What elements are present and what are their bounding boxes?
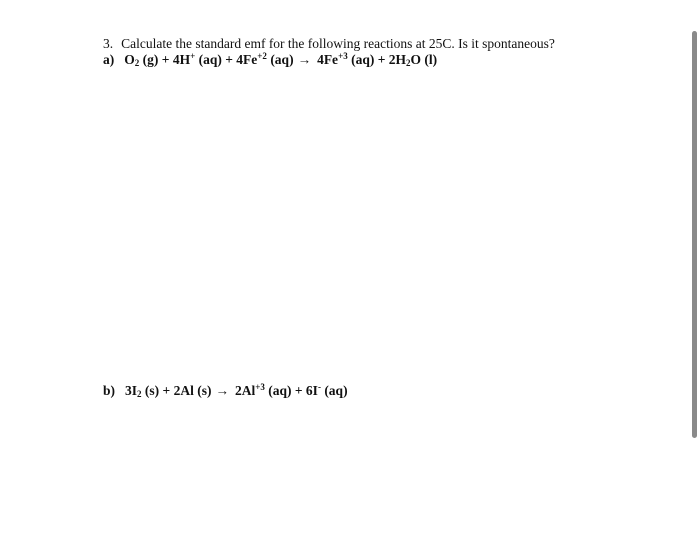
scrollbar-thumb[interactable] <box>692 31 697 438</box>
question-number: 3. <box>103 36 114 51</box>
fe2-charge: +2 <box>257 51 267 61</box>
h-ion-charge: + <box>190 51 196 61</box>
o2-symbol: O <box>124 52 135 67</box>
part-a-reaction <box>103 52 437 68</box>
water-state: O (l) <box>410 52 438 67</box>
part-b-label: b) <box>103 383 116 398</box>
h-ion-state-and-fe2: (aq) + 4Fe <box>198 52 258 67</box>
iodide-charge: - <box>317 382 321 392</box>
fe3-product: 4Fe <box>317 52 339 67</box>
fe3-charge: +3 <box>338 51 348 61</box>
al3-charge: +3 <box>255 382 265 392</box>
question-3 <box>103 36 555 52</box>
reaction-arrow-icon: → <box>215 383 229 398</box>
iodide-state: (aq) <box>324 383 348 398</box>
al3-product: 2Al <box>234 383 256 398</box>
i2-state-and-al: (s) + 2Al (s) <box>144 383 212 398</box>
reaction-arrow-icon: → <box>297 52 312 67</box>
vertical-scrollbar[interactable] <box>688 14 700 434</box>
o2-subscript: 2 <box>134 58 140 68</box>
h-ion-term: + 4H <box>161 52 191 67</box>
i2-subscript: 2 <box>137 389 142 399</box>
fe2-state: (aq) <box>270 52 294 67</box>
al3-state-and-iodide: (aq) + 6I <box>268 383 318 398</box>
o2-state: (g) <box>142 52 159 67</box>
fe3-state-and-water: (aq) + 2H <box>351 52 407 67</box>
part-a-label: a) <box>103 52 115 67</box>
part-b-reaction <box>103 383 348 399</box>
question-text: Calculate the standard emf for the following reactions at 25C. Is it spontaneous? <box>121 36 555 51</box>
water-subscript: 2 <box>406 58 411 68</box>
i2-reactant: 3I <box>125 383 138 398</box>
